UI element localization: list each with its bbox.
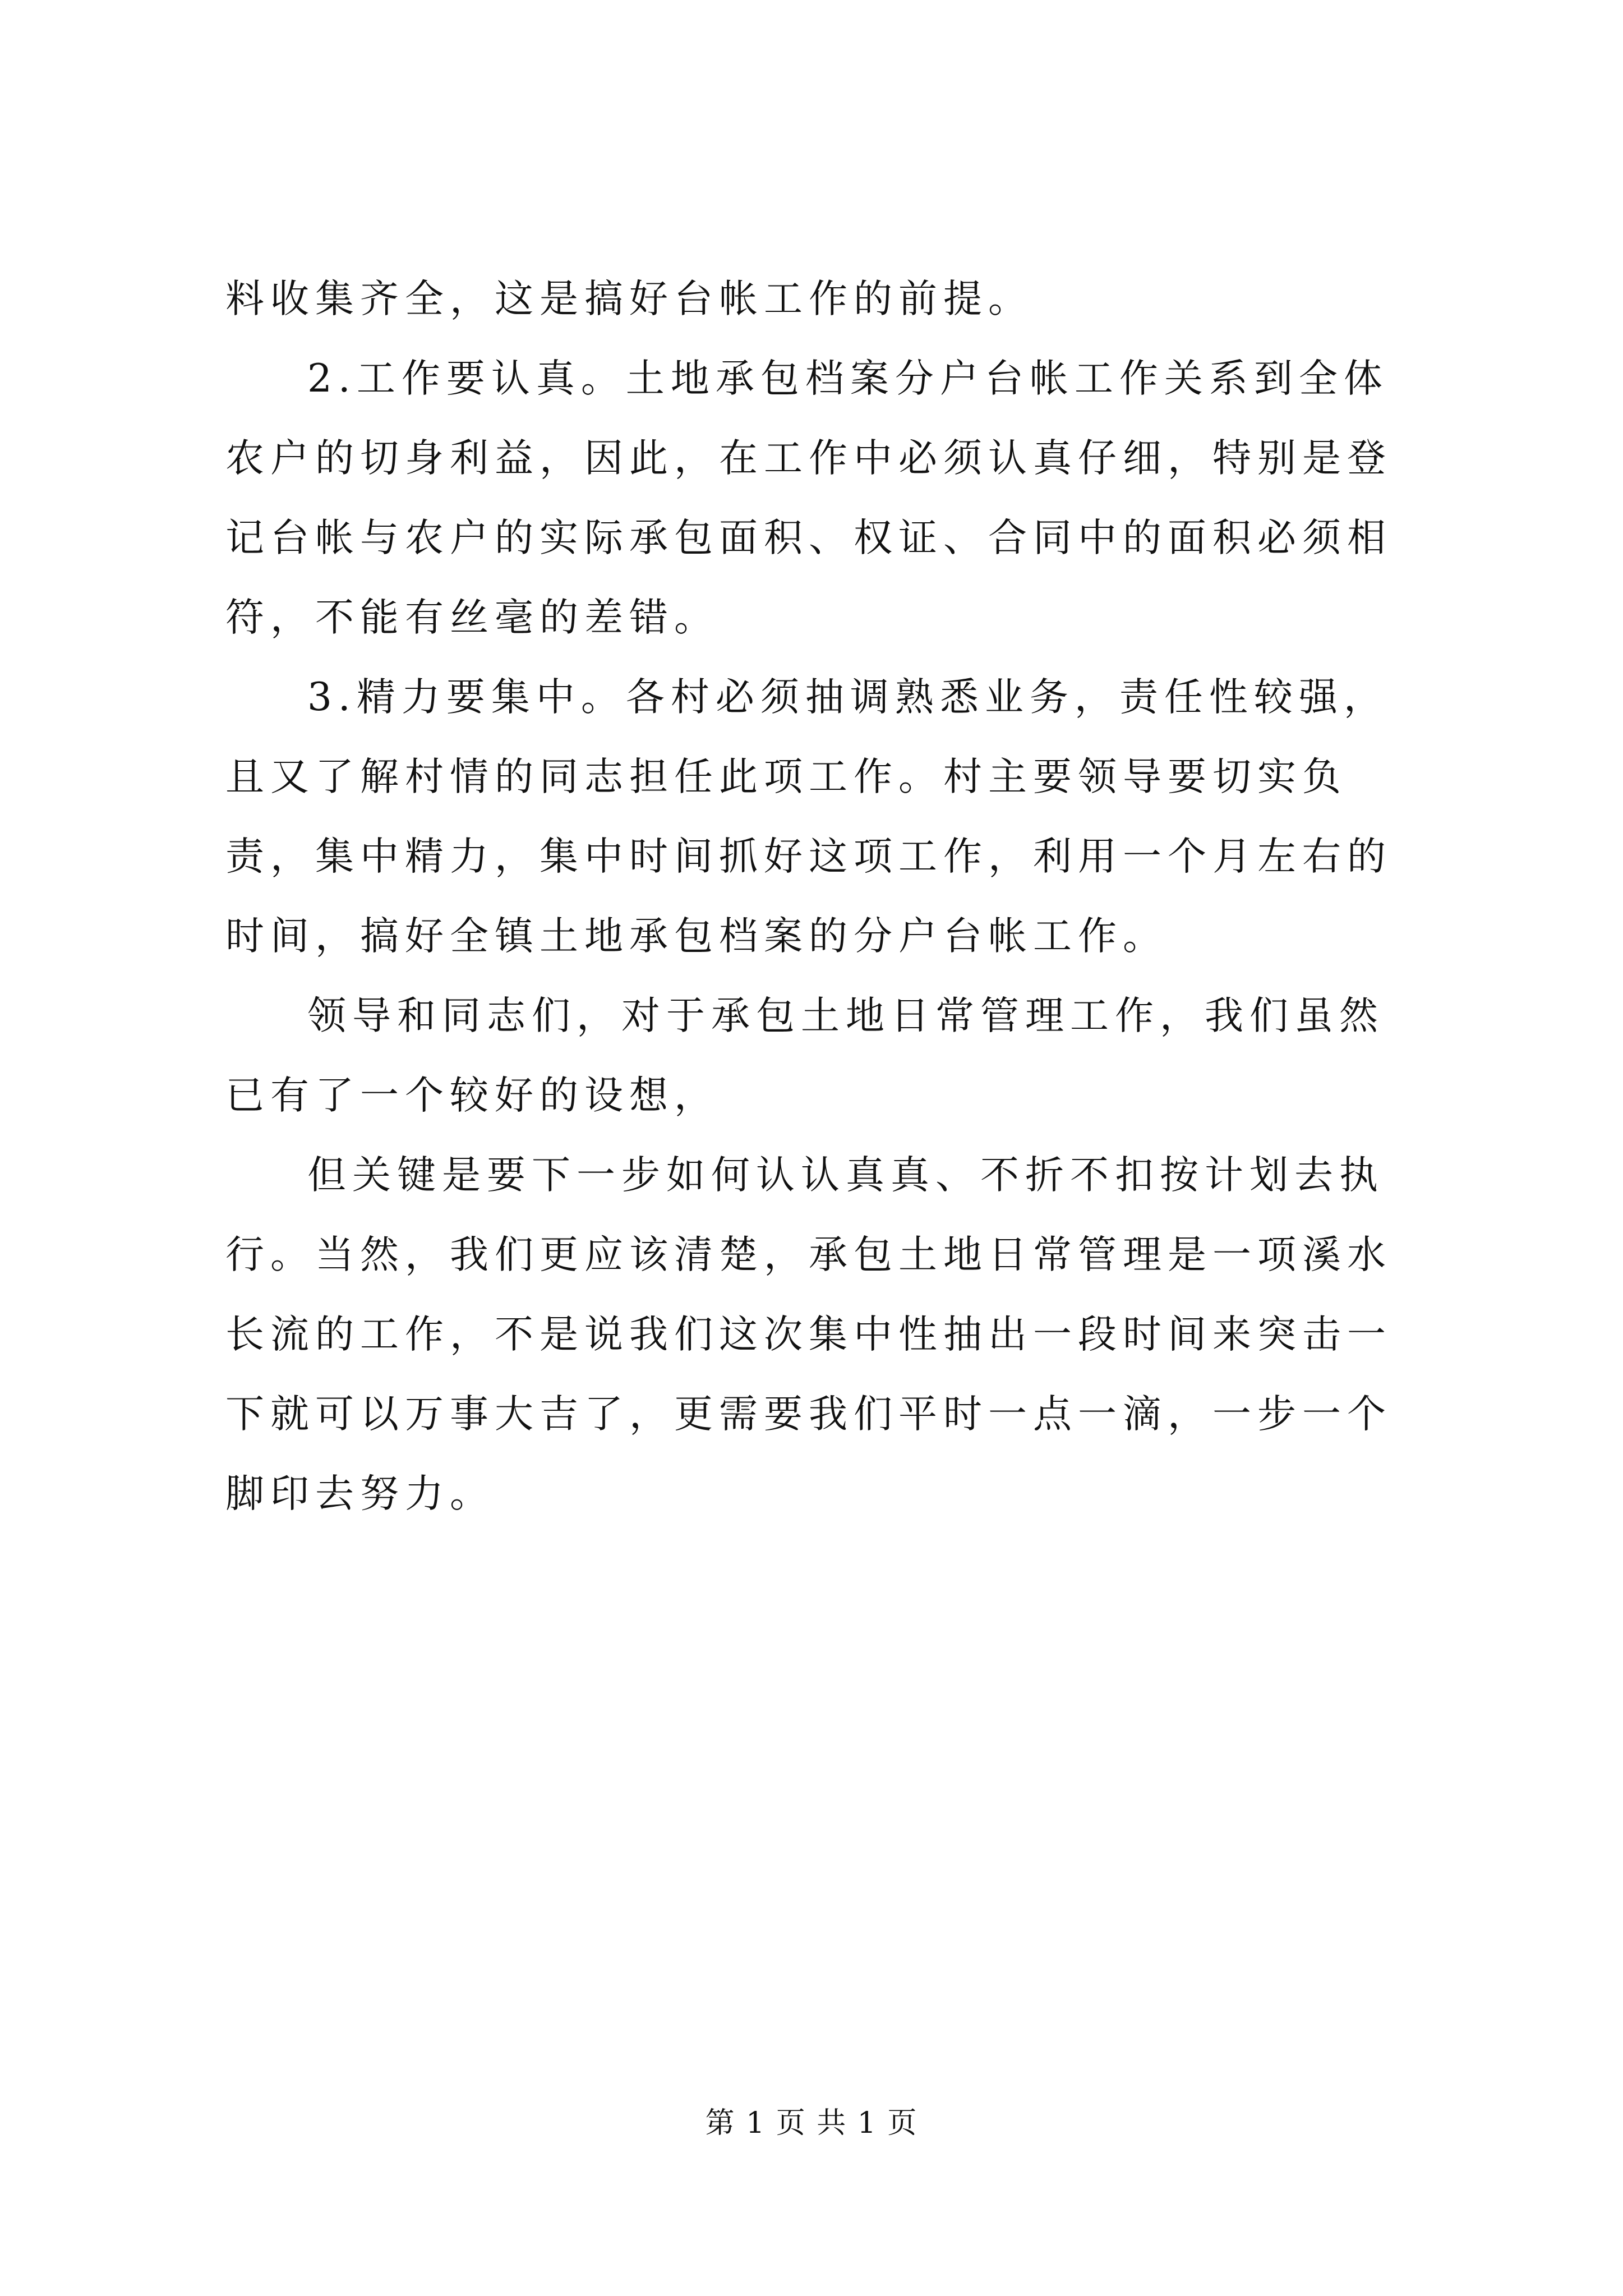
document-body <box>225 259 1426 1534</box>
paragraph-work-carefully: 2.工作要认真。土地承包档案分户台帐工作关系到全体农户的切身利益，因此，在工作中必须认真仔细，特别是登记台帐与农户的实际承包面积、权证、合同中的面积必须相符，不能有丝毫的差错。 <box>225 356 1392 640</box>
paragraph-leaders-address: 领导和同志们，对于承包土地日常管理工作，我们虽然已有了一个较好的设想， <box>225 993 1384 1118</box>
paragraph-concentrate-effort: 3.精力要集中。各村必须抽调熟悉业务，责任性较强，且又了解村情的同志担任此项工作。村主要领导要切实负责，集中精力，集中时间抓好这项工作，利用一个月左右的时间，搞好全镇土地承包档案的分户台帐工作。 <box>225 675 1392 959</box>
page-number-footer: 第 1 页 共 1 页 <box>705 2106 918 2140</box>
paragraph-continuation: 料收集齐全，这是搞好台帐工作的前提。 <box>225 277 1033 321</box>
paragraph-conclusion: 但关键是要下一步如何认认真真、不折不扣按计划去执行。当然，我们更应该清楚，承包土地日常管理是一项溪水长流的工作，不是说我们这次集中性抽出一段时间来突击一下就可以万事大吉了，更需要我们平时一点一滴，一步一个脚印去努力。 <box>225 1153 1392 1516</box>
